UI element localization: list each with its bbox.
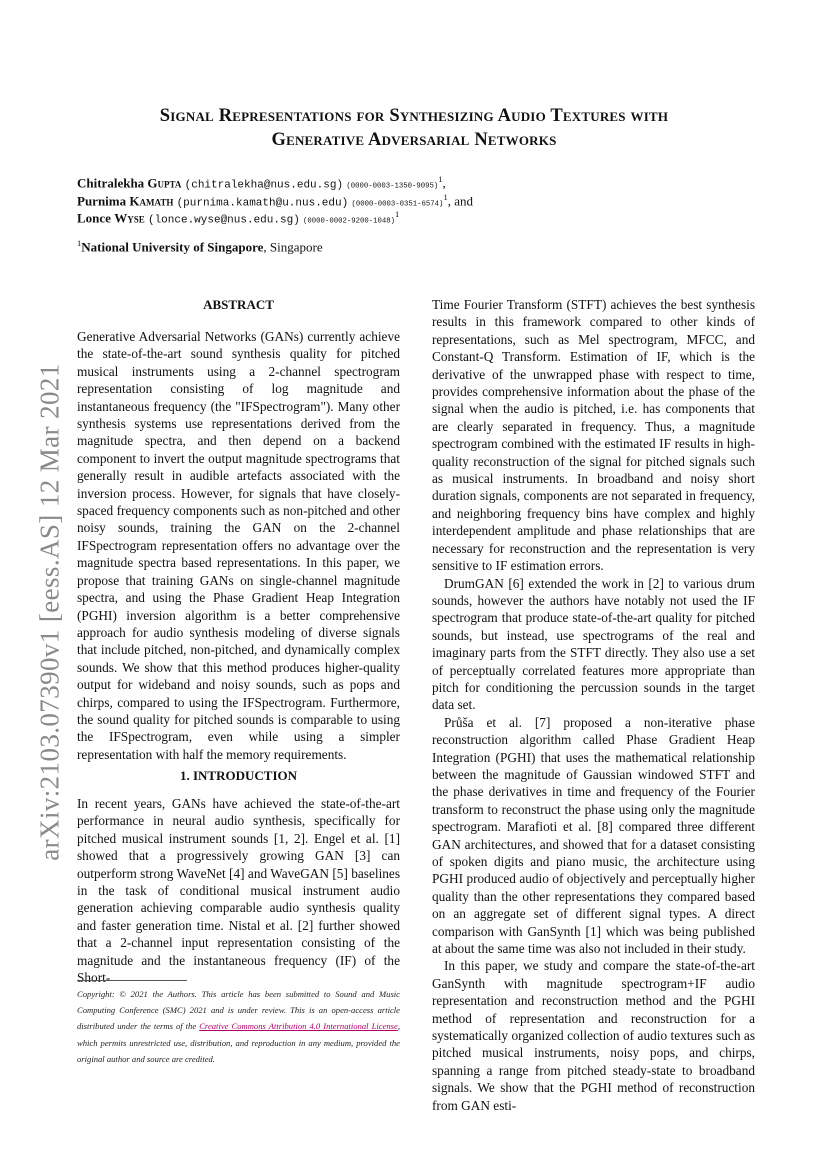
author-first-name: Chitralekha: [77, 175, 148, 191]
author-3: [77, 209, 399, 226]
author-first-name: Purnima: [77, 193, 130, 209]
author-last-name: Gupta: [147, 175, 182, 191]
body-paragraph: In this paper, we study and compare the state-of-the-art GanSynth with magnitude spectrogram+IF audio representation and reconstruction method and the PGHI method of representation and reconstruction for a systematically organized collection of audio textures such as pitched musical instruments, noisy pops, and chirps, spanning a range from pitched steady-state to broadband signals. We show that the PGHI method of reconstruction from GAN esti-: [432, 958, 755, 1113]
author-last-name: Kamath: [129, 193, 174, 209]
affiliation-country: , Singapore: [263, 239, 323, 255]
author-2: [77, 192, 473, 209]
affiliation-sup: 1: [77, 238, 82, 248]
body-paragraph: Průša et al. [7] proposed a non-iterative phase reconstruction algorithm called Phase Gradient Heap Integration (PGHI) that uses the mathematical relationship between the magnitude of Gaussian windowed STFT and the phase derivatives in time and frequency of the Fourier transform to reconstruct the phase using only the magnitude spectrogram. Marafioti et al. [8] compared three different GAN architectures, and showed that for a dataset consisting of spoken digits and piano music, the architecture using PGHI produced audio of objectively and perceptually higher quality than the other representations they compared based on an aggregate set of different signal types. A direct comparison with GanSynth [1] which was being published at about the same time was also not included in their study.: [432, 714, 755, 957]
body-paragraph: Time Fourier Transform (STFT) achieves the best synthesis results in this framework compared to other kinds of representations, such as Mel spectrogram, MFCC, and Constant-Q Transform. Estimation of IF, which is the derivative of the unwrapped phase with respect to time, provides comprehensive information about the phase of the signal when the audio is pitched, i.e. has components that are clearly separated in frequency. Thus, a magnitude spectrogram combined with the estimated IF results in high-quality reconstruction of the signal for pitched signals such as musical instruments. In broadband and noisy short duration signals, components are not separated in frequency, and neighboring frequency bins have complex and highly interdependent amplitude and phase relationships that are necessary for reconstruction and the representation is very sensitive to IF estimation errors.: [432, 297, 755, 574]
introduction-body: [77, 795, 400, 986]
abstract-text: Generative Adversarial Networks (GANs) currently achieve the state-of-the-art sound synthesis quality for pitched musical instruments using a 2-channel spectrogram representation consisting of log magnitude and instantaneous frequency (the "IFSpectrogram"). Many other synthesis systems use representations derived from the magnitude spectra, and then depend on a backend component to invert the output magnitude spectrograms that generally result in audible artefacts associated with the inversion process. However, for signals that have closely-spaced frequency components such as non-pitched and other noisy sounds, training the GAN on the 2-channel IFSpectrogram representation offers no advantage over the magnitude spectra based representations. In this paper, we propose that training GANs on single-channel magnitude spectra, and using the Phase Gradient Heap Integration (PGHI) inversion algorithm is a better comprehensive approach for audio synthesis modeling of diverse signals that include pitched, non-pitched, and dynamically complex sounds. We show that this method produces higher-quality output for wideband and noisy sounds, such as pops and chirps, compared to using the IFSpectrogram. Furthermore, the sound quality for pitched sounds is comparable to using the IFSpectrogram, even while using a simpler representation with half the memory requirements.: [77, 329, 400, 762]
title-line-1: Signal Representations for Synthesizing Audio Textures with: [159, 106, 669, 126]
author-separator: ,: [442, 175, 446, 191]
arxiv-identifier: arXiv:2103.07390v1 [eess.AS] 12 Mar 2021: [34, 363, 65, 861]
author-email: (purnima.kamath@u.nus.edu): [176, 197, 349, 210]
affiliation-name: National University of Singapore: [81, 239, 264, 255]
introduction-heading: 1. INTRODUCTION: [179, 768, 297, 783]
introduction-paragraph: In recent years, GANs have achieved the state-of-the-art performance in neural audio synthesis, specifically for pitched musical instrument sounds [1, 2]. Engel et al. [1] showed that a progressively growing GAN [3] can outperform strong WaveNet [4] and WaveGAN [5] baselines in the task of conditional musical instrument audio generation achieving comparable audio synthesis quality and faster generation time. Nistal et al. [2] further showed that a 2-channel input representation consisting of the magnitude and the instantaneous frequency (IF) of the Short-: [77, 796, 400, 986]
author-orcid: (0000-0003-1350-9095): [346, 182, 439, 191]
footnote-rule: [77, 980, 187, 981]
title-line-2: Generative Adversarial Networks: [271, 130, 557, 150]
abstract-heading: ABSTRACT: [203, 297, 274, 312]
author-1: [77, 174, 446, 191]
author-orcid: (0000-0002-9200-1048): [303, 217, 396, 226]
copyright-notice: [77, 986, 400, 1067]
author-first-name: Lonce: [77, 210, 115, 226]
copyright-text: Copyright: © 2021 the Authors. This article has been submitted to Sound and Music Computing Conference (SMC) 2021 and is under review. This is an open-access article distributed under the terms of the: [77, 989, 400, 1032]
author-last-name: Wyse: [114, 210, 145, 226]
abstract-body: [77, 328, 400, 763]
right-column: [432, 296, 755, 1114]
copyright-text-end: , which permits unrestricted use, distribution, and reproduction in any medium, provided the original author and source are credited.: [77, 1021, 400, 1064]
author-affil-sup: 1: [395, 209, 400, 219]
author-affil-sup: 1: [443, 192, 448, 202]
author-affil-sup: 1: [438, 174, 443, 184]
author-email: (chitralekha@nus.edu.sg): [184, 179, 344, 192]
body-paragraph: DrumGAN [6] extended the work in [2] to various drum sounds, however the authors have notably not used the IF spectrogram that produce state-of-the-art quality for pitched sounds, but instead, use spectrograms of the real and imaginary parts from the STFT directly. They also use a set of perceptually correlated features more appropriate than pitch for conditioning the percussion sounds in the target data set.: [432, 575, 755, 713]
license-link[interactable]: Creative Commons Attribution 4.0 International License: [199, 1021, 398, 1032]
author-email: (lonce.wyse@nus.edu.sg): [147, 214, 300, 227]
author-orcid: (0000-0003-0351-6574): [351, 200, 444, 209]
author-separator: , and: [447, 193, 473, 209]
paper-title: [60, 104, 768, 152]
affiliation: [77, 238, 323, 255]
